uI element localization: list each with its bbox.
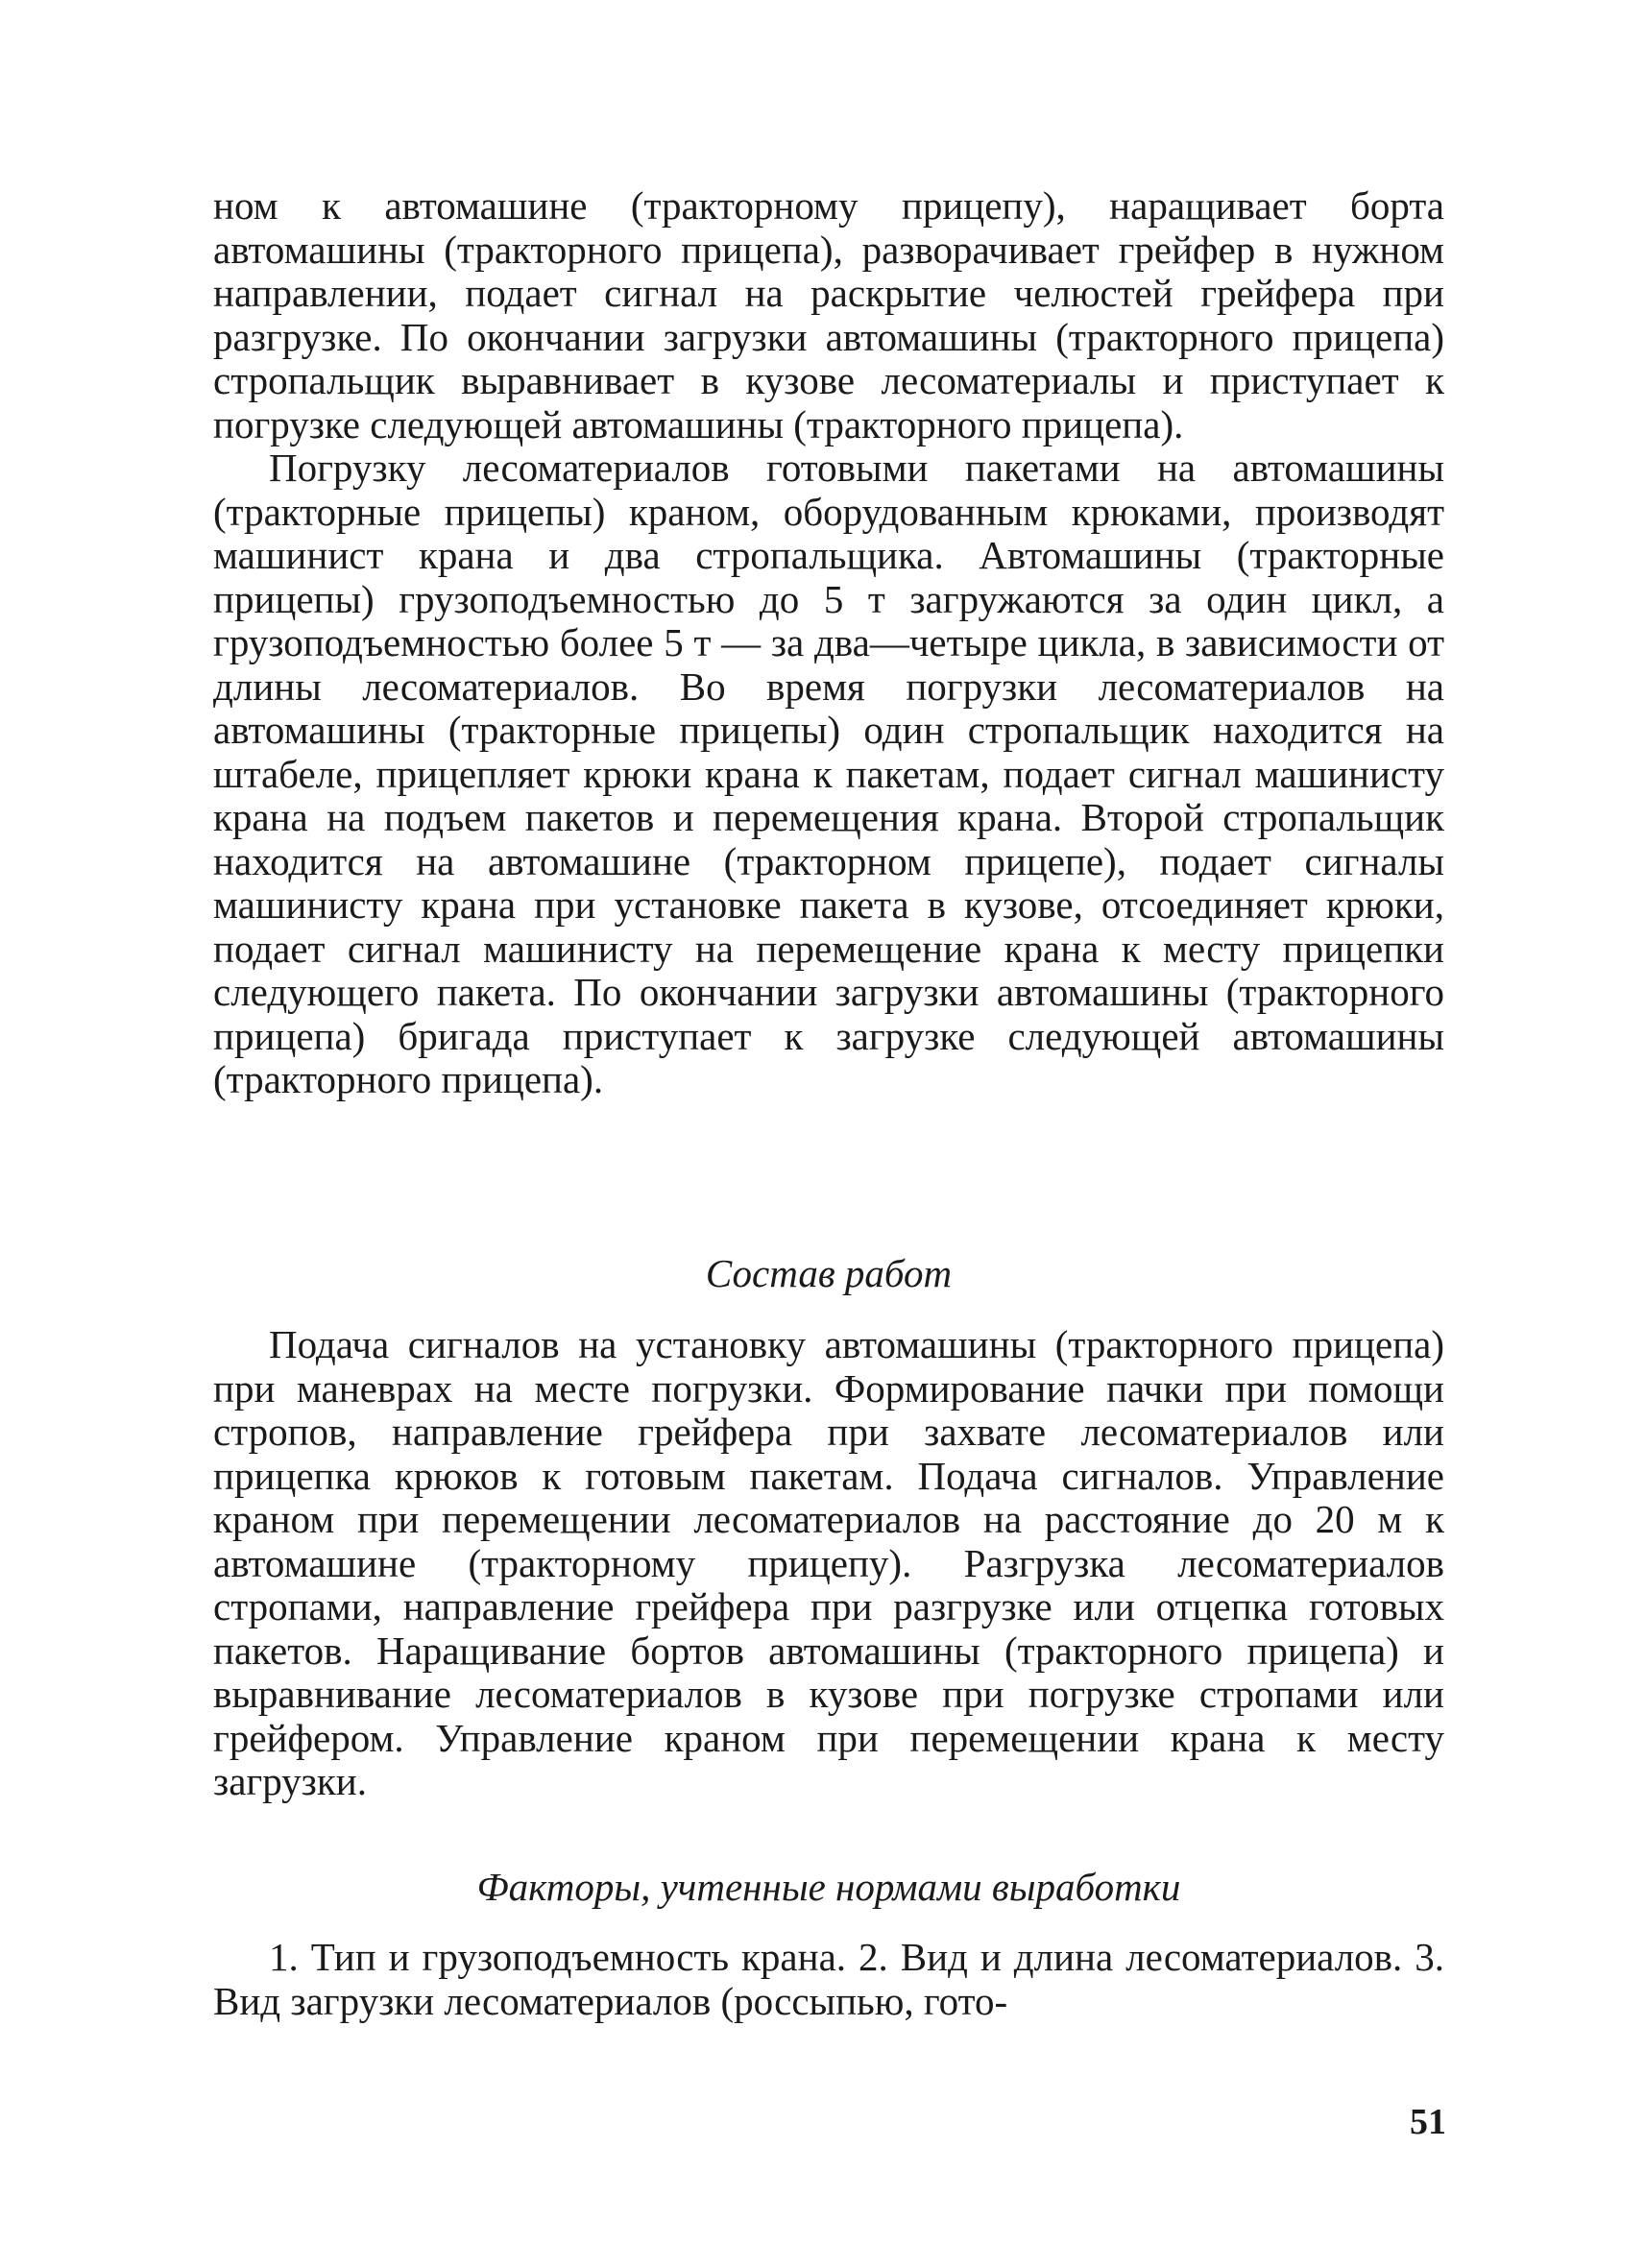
paragraph-loading-packages: Погрузку лесоматериалов готовыми пакетами на автомашины (тракторные прицепы) краном, оборудованным крюками, производят машинист крана и два стропальщика. Автомашины (тракторные прицепы) грузоподъемностью до 5 т загружаются за один цикл, а грузоподъемностью более 5 т — за два—четыре цикла, в зависимости от длины лесоматериалов. Во время погрузки лесоматериалов на автомашины (тракторные прицепы) один стропальщик находится на штабеле, прицепляет крюки крана к пакетам, подает сигнал машинисту крана на подъем пакетов и перемещения крана. Второй стропальщик находится на автомашине (тракторном прицепе), подает сигналы машинисту крана при установке пакета в кузове, отсоединяет крюки, подает сигнал машинисту на перемещение крана к месту прицепки следующего пакета. По окончании загрузки автомашины (тракторного прицепа) бригада приступает к загрузке следующей автомашины (тракторного прицепа). bbox=[213, 446, 1444, 1101]
paragraph-work-composition: Подача сигналов на установку автомашины (тракторного прицепа) при маневрах на месте погрузки. Формирование пачки при помощи стропов, направление грейфера при захвате лесоматериалов или прицепка крюков к готовым пакетам. Подача сигналов. Управление краном при перемещении лесоматериалов на расстояние до 20 м к автомашине (тракторному прицепу). Разгрузка лесоматериалов стропами, направление грейфера при разгрузке или отцепка готовых пакетов. Наращивание бортов автомашины (тракторного прицепа) и выравнивание лесоматериалов в кузове при погрузке стропами или грейфером. Управление краном при перемещении крана к месту загрузки. bbox=[213, 1322, 1444, 1803]
body-text-work bbox=[213, 1323, 1444, 1804]
heading-factors-wrapper bbox=[213, 1866, 1444, 1910]
heading-factors: Факторы, учтенные нормами выработки bbox=[476, 1865, 1181, 1909]
page-number: 51 bbox=[1410, 2102, 1446, 2142]
body-text-top bbox=[213, 184, 1444, 1102]
body-text-factors bbox=[213, 1936, 1444, 2023]
paragraph-continuation: ном к автомашине (тракторному прицепу), наращивает борта автомашины (тракторного прицепа), разворачивает грейфер в нужном направлении, подает сигнал на раскрытие челюстей грейфера при разгрузке. По окончании загрузки автомашины (тракторного прицепа) стропальщик выравнивает в кузове лесоматериалы и приступает к погрузке следующей автомашины (тракторного прицепа). bbox=[213, 183, 1444, 446]
paragraph-factors: 1. Тип и грузоподъемность крана. 2. Вид и длина лесоматериалов. 3. Вид загрузки лесоматериалов (россыпью, гото- bbox=[213, 1935, 1444, 2023]
heading-work-composition-wrapper bbox=[213, 1252, 1444, 1296]
heading-work-composition: Состав работ bbox=[705, 1251, 953, 1295]
